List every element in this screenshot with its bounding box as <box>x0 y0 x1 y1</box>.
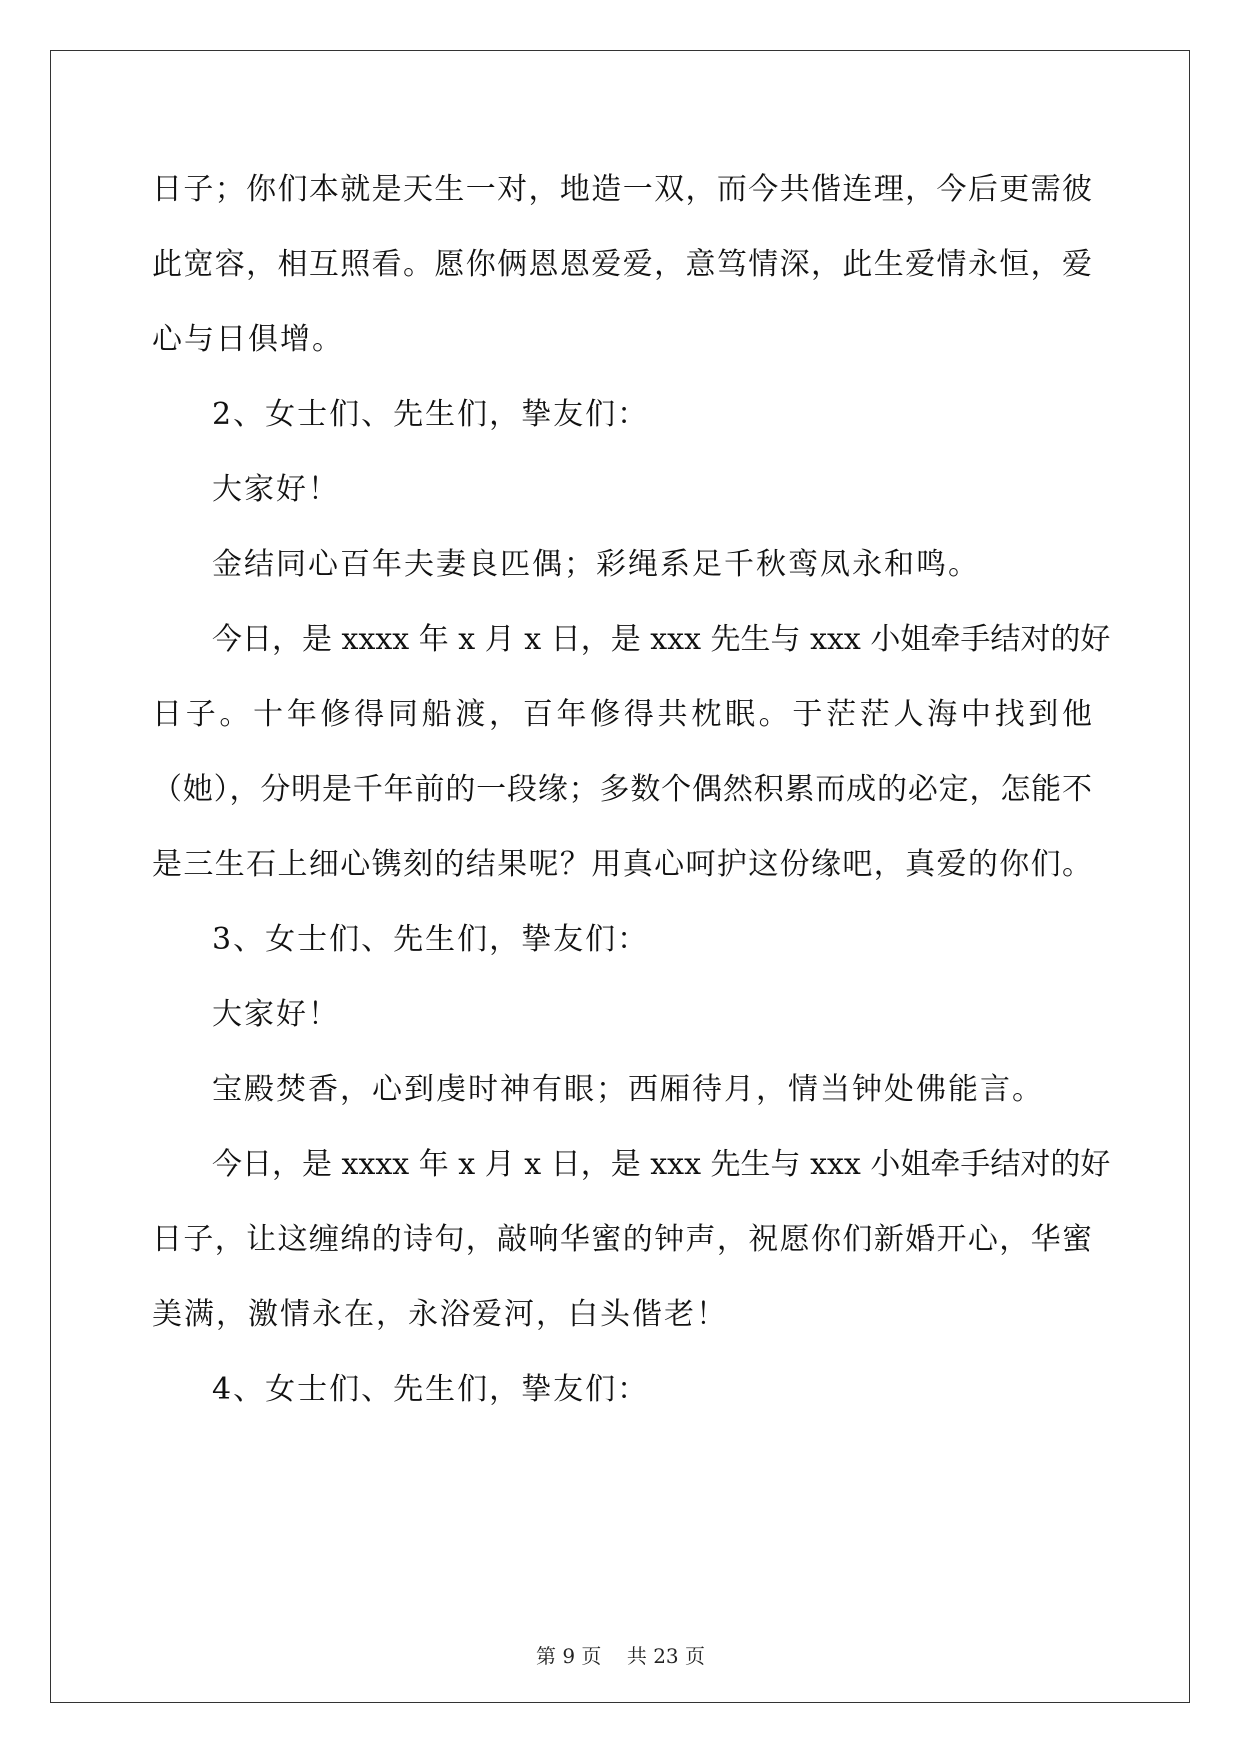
body-line-16: 美满，激情永在，永浴爱河，白头偕老！ <box>152 1297 728 1332</box>
section-4-heading: 4、女士们、先生们，挚友们： <box>212 1372 650 1407</box>
body-line-9: （她），分明是千年前的一段缘；多数个偶然积累而成的必定，怎能不 <box>152 772 1092 807</box>
couplet-2: 金结同心百年夫妻良匹偶；彩绳系足千秋鸾凤永和鸣。 <box>212 547 980 582</box>
body-line-8: 日子。十年修得同船渡，百年修得共枕眠。于茫茫人海中找到他 <box>152 697 1092 732</box>
page-number-footer: 第 9 页 共 23 页 <box>535 1644 706 1668</box>
greeting-2: 大家好！ <box>212 472 340 507</box>
body-line-3: 心与日俱增。 <box>152 322 344 357</box>
body-line-10: 是三生石上细心镌刻的结果呢？用真心呵护这份缘吧，真爱的你们。 <box>152 847 1092 882</box>
body-line-2: 此宽容，相互照看。愿你俩恩恩爱爱，意笃情深，此生爱情永恒，爱 <box>152 247 1092 282</box>
section-2-heading: 2、女士们、先生们，挚友们： <box>212 397 650 432</box>
body-line-14: 今日，是 xxxx 年 x 月 x 日，是 xxx 先生与 xxx 小姐牵手结对的好 <box>212 1147 1111 1182</box>
body-line-1: 日子；你们本就是天生一对，地造一双，而今共偕连理，今后更需彼 <box>152 172 1092 207</box>
greeting-3: 大家好！ <box>212 997 340 1032</box>
section-3-heading: 3、女士们、先生们，挚友们： <box>212 922 650 957</box>
body-line-15: 日子，让这缠绵的诗句，敲响华蜜的钟声，祝愿你们新婚开心，华蜜 <box>152 1222 1092 1257</box>
couplet-3: 宝殿焚香，心到虔时神有眼；西厢待月，情当钟处佛能言。 <box>212 1072 1044 1107</box>
body-line-7: 今日，是 xxxx 年 x 月 x 日，是 xxx 先生与 xxx 小姐牵手结对的好 <box>212 622 1111 657</box>
